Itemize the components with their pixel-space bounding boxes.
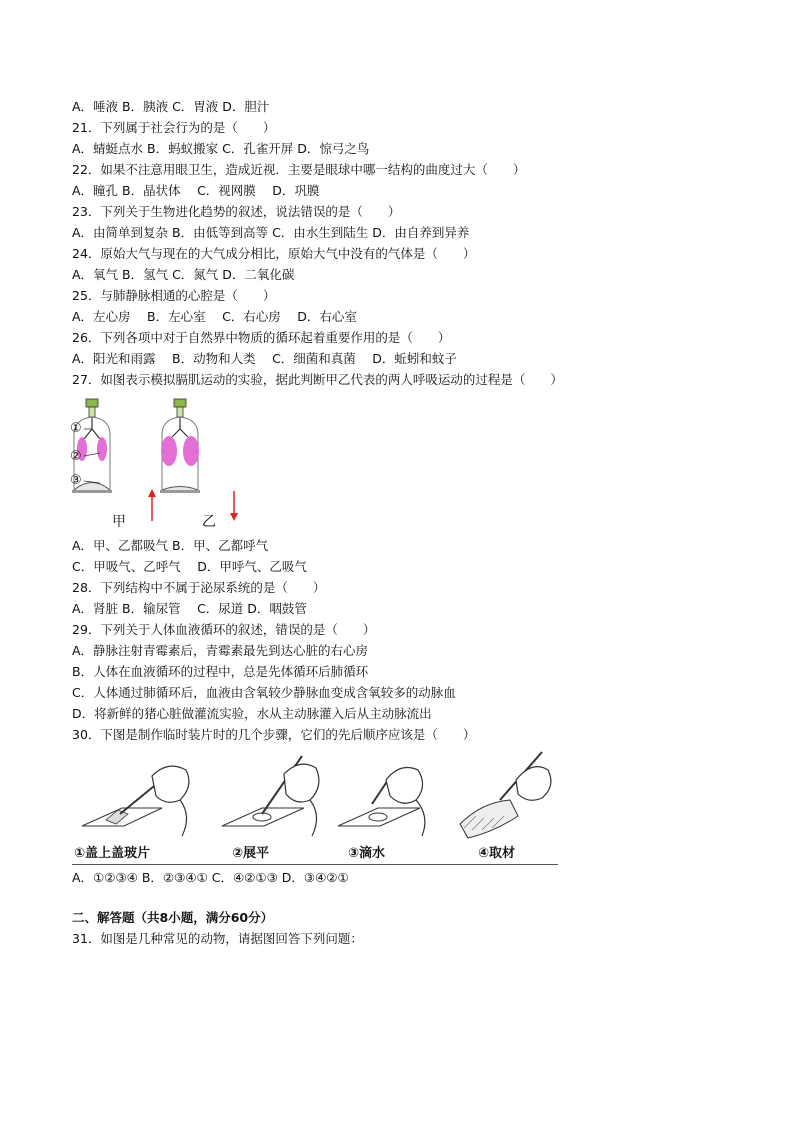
q27-options-ab: A．甲、乙都吸气 B．甲、乙都呼气	[72, 538, 269, 553]
step3-drawing	[338, 768, 425, 836]
q27-stem: 27．如图表示模拟膈肌运动的实验，据此判断甲乙代表的两人呼吸运动的过程是（ ）	[72, 372, 563, 387]
q22-options: A．瞳孔 B．晶状体 C．视网膜 D．巩膜	[72, 183, 320, 198]
jar-yi	[160, 399, 200, 493]
q30-steps-figure	[72, 746, 558, 865]
q25-stem: 25．与肺静脉相通的心腔是（ ）	[72, 288, 276, 303]
diaphragm-model-svg	[70, 393, 260, 533]
q24-options: A．氧气 B．氢气 C．氮气 D．二氧化碳	[72, 267, 295, 282]
marker-2: ②	[70, 449, 82, 464]
q26-options: A．阳光和雨露 B．动物和人类 C．细菌和真菌 D．蚯蚓和蚊子	[72, 351, 457, 366]
q23-stem: 23．下列关于生物进化趋势的叙述，说法错误的是（ ）	[72, 204, 401, 219]
q24-stem: 24．原始大气与现在的大气成分相比，原始大气中没有的气体是（ ）	[72, 246, 476, 261]
q30-options: A．①②③④ B．②③④① C．④②①③ D．③④②①	[72, 870, 349, 885]
section-title: 二、解答题（共8小题，满分60分）	[72, 910, 274, 925]
q23-options: A．由简单到复杂 B．由低等到高等 C．由水生到陆生 D．由自养到异养	[72, 225, 470, 240]
step1-label: ①盖上盖玻片	[74, 846, 151, 861]
step4-drawing	[460, 752, 551, 838]
label-yi: 乙	[202, 514, 216, 530]
q29-option-c: C．人体通过肺循环后，血液由含氧较少静脉血变成含氧较多的动脉血	[72, 685, 456, 700]
q27-diaphragm-figure	[70, 393, 260, 533]
q25-options: A．左心房 B．左心室 C．右心房 D．右心室	[72, 309, 357, 324]
step4-label: ④取材	[478, 846, 516, 861]
step1-drawing	[82, 766, 189, 836]
q29-option-b: B．人体在血液循环的过程中，总是先体循环后肺循环	[72, 664, 369, 679]
q31-stem: 31．如图是几种常见的动物，请据图回答下列问题：	[72, 931, 363, 946]
step2-drawing	[222, 756, 319, 836]
q26-stem: 26．下列各项中对于自然界中物质的循环起着重要作用的是（ ）	[72, 330, 451, 345]
q29-stem: 29．下列关于人体血液循环的叙述，错误的是（ ）	[72, 622, 376, 637]
q27-options-cd: C．甲吸气、乙呼气 D．甲呼气、乙吸气	[72, 559, 307, 574]
q21-stem: 21．下列属于社会行为的是（ ）	[72, 120, 276, 135]
q28-stem: 28．下列结构中不属于泌尿系统的是（ ）	[72, 580, 326, 595]
marker-3: ③	[70, 473, 82, 488]
step3-label: ③滴水	[348, 846, 386, 861]
q30-stem: 30．下图是制作临时装片时的几个步骤，它们的先后顺序应该是（ ）	[72, 727, 476, 742]
arrow-down-icon	[230, 491, 238, 521]
q29-option-d: D．将新鲜的猪心脏做灌流实验，水从主动脉灌入后从主动脉流出	[72, 706, 432, 721]
q29-option-a: A．静脉注射青霉素后，青霉素最先到达心脏的右心房	[72, 643, 369, 658]
arrow-up-icon	[148, 489, 156, 521]
q22-stem: 22．如果不注意用眼卫生，造成近视．主要是眼球中哪一结构的曲度过大（ ）	[72, 162, 526, 177]
step2-label: ②展平	[232, 846, 270, 861]
marker-1: ①	[70, 421, 82, 436]
q20-options: A．唾液 B．胰液 C．胃液 D．胆汁	[72, 99, 270, 114]
q21-options: A．蜻蜓点水 B．蚂蚁搬家 C．孔雀开屏 D．惊弓之鸟	[72, 141, 370, 156]
slide-steps-svg	[72, 746, 558, 846]
q28-options: A．肾脏 B．输尿管 C．尿道 D．咽鼓管	[72, 601, 307, 616]
label-jia: 甲	[112, 514, 126, 530]
